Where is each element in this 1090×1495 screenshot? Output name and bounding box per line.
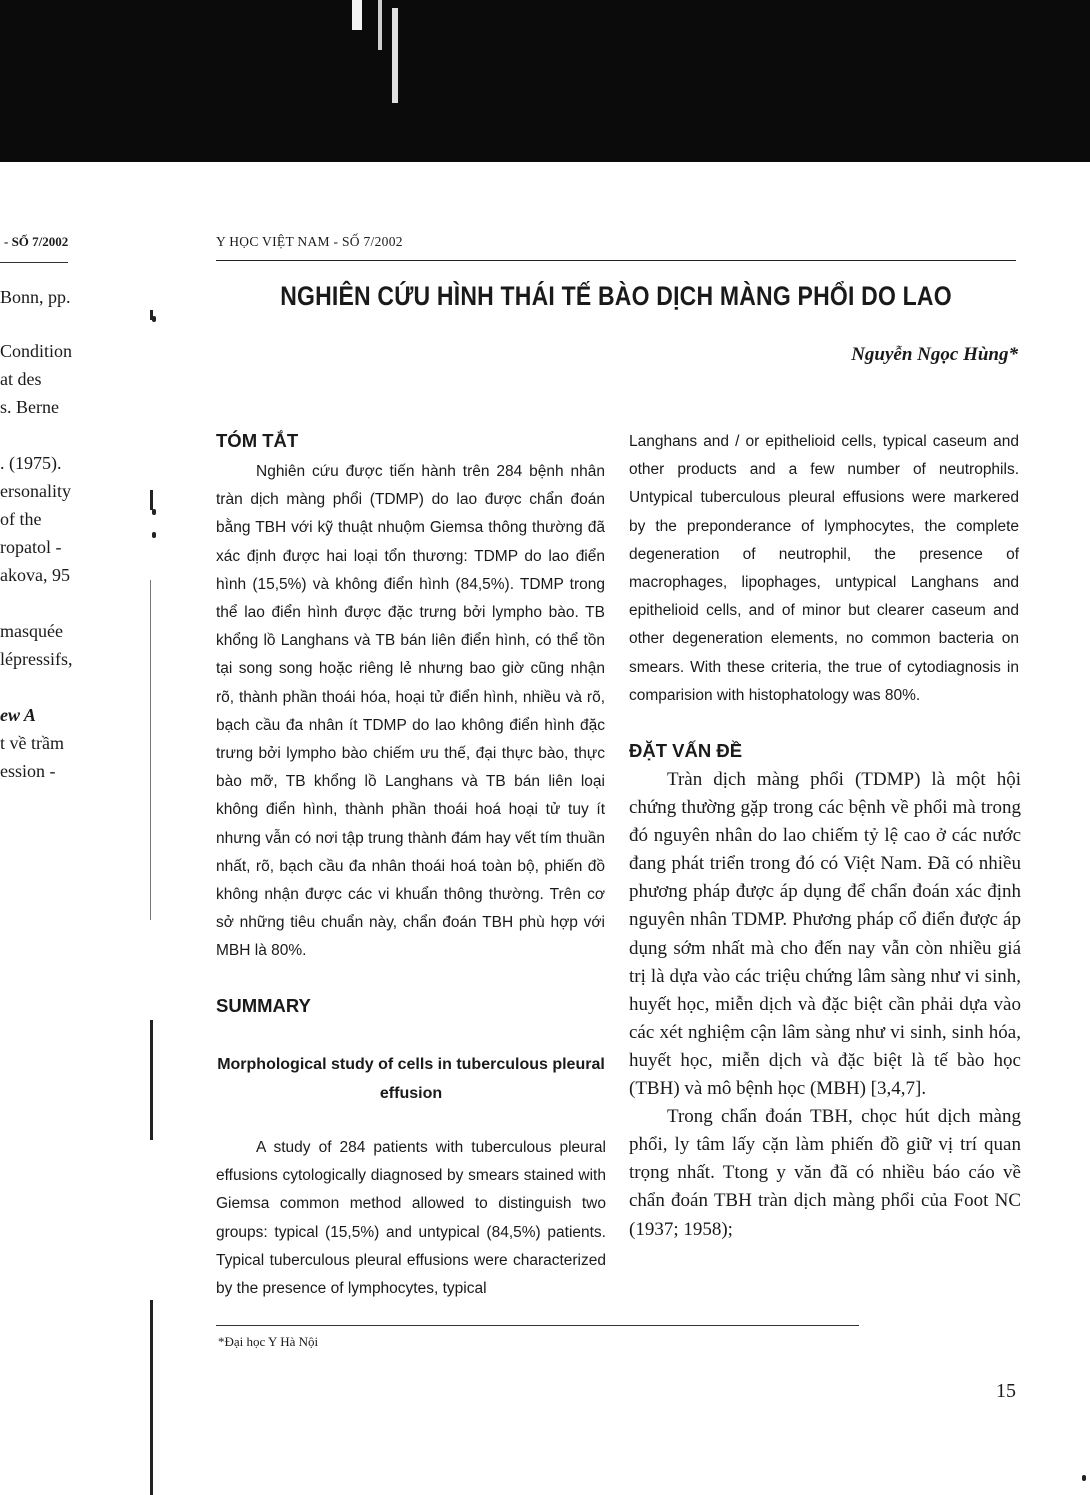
intro-body <box>629 766 1021 1244</box>
scan-dark-band <box>0 0 1090 162</box>
previous-page-line: at des <box>0 369 42 389</box>
gutter-mark <box>150 1300 153 1495</box>
intro-heading: ĐẶT VẤN ĐỀ <box>629 740 743 761</box>
previous-page-line: akova, 95 <box>0 565 70 585</box>
previous-page-line: ession - <box>0 761 56 781</box>
previous-page-line: masquée <box>0 621 63 641</box>
summary-en-subtitle: Morphological study of cells in tuberculous pleural effusion <box>217 1056 605 1102</box>
summary-en-body-left <box>216 1134 606 1303</box>
summary-en-text-left: A study of 284 patients with tuberculous pleural effusions cytologically diagnosed by smears stained with Giemsa common method allowed to distinguish two groups: typical (15,5%) and untypical (84,5%) patients. Typical tuberculous pleural effusions were characterized by the presence of lymphocytes, typical <box>216 1139 606 1298</box>
previous-page-line: s. Berne <box>0 397 59 417</box>
scan-speck <box>152 509 156 515</box>
summary-vi-text: Nghiên cứu được tiến hành trên 284 bệnh nhân tràn dịch màng phổi (TDMP) do lao được chẩn đoán bằng TBH với kỹ thuật nhuộm Giemsa thông thường đã xác định được hai loại tổn thương: TDMP do lao điển hình (15,5%) và không điển hình (84,5%). TDMP trong thể lao điển hình được đặc trưng bởi lympho bào. TB khổng lồ Langhans và TB bán liên điển hình, có thể tồn tại song song hoặc riêng lẻ nhưng bao giờ cũng nhận rõ, thành phần thoái hóa, hoại tử điển hình, nhiều và rõ, bạch cầu đa nhân ít TDMP do lao không điển hình đặc trưng bởi lympho bào chiếm ưu thế, đại thực bào, thực bào mỡ, TB khổng lồ Langhans và TB bán liên loại không điển hình, thành phần thoái hoá hoại tử tuy ít nhưng vẫn có nơi tập trung thành đám hay vết tím thuần nhất, rõ, bạch cầu đa nhân thoái hoá toàn bộ, phiến đồ không nhận được các vi khuẩn thông thường. Trên cơ sở những tiêu chuẩn này, chẩn đoán TBH phù hợp với MBH là 80%. <box>216 463 605 960</box>
summary-vi-body <box>216 458 605 966</box>
intro-paragraph-2: Trong chẩn đoán TBH, chọc hút dịch màng phổi, ly tâm lấy cặn làm phiến đồ giữ vị trí quan trọng nhất. Ttong y văn đã có nhiều báo cáo về chẩn đoán TBH tràn dịch màng phổi của Foot NC (1937; 1958); <box>629 1106 1021 1240</box>
previous-page-rule <box>0 262 68 263</box>
previous-page-line: . (1975). <box>0 453 62 473</box>
footnote-rule <box>216 1325 859 1326</box>
author-name: Nguyễn Ngọc Hùng* <box>851 344 1018 365</box>
page-number: 15 <box>996 1380 1016 1402</box>
previous-page-line: ew A <box>0 705 36 725</box>
previous-page-line: lépressifs, <box>0 649 73 669</box>
previous-page-line: ropatol - <box>0 537 62 557</box>
summary-en-body-right <box>629 428 1019 710</box>
header-rule <box>216 260 1016 261</box>
scan-artifact <box>392 8 398 103</box>
running-head: Y HỌC VIỆT NAM - SỐ 7/2002 <box>216 234 403 249</box>
previous-page-line: ersonality <box>0 481 71 501</box>
intro-paragraph-1: Tràn dịch màng phổi (TDMP) là một hội chứng thường gặp trong các bệnh về phổi mà trong đó nguyên nhân do lao chiếm tỷ lệ cao ở các nước đang phát triển trong đó có Việt Nam. Đã có nhiều phương pháp được áp dụng để chẩn đoán xác định nguyên nhân TDMP. Phương pháp cổ điển được áp dụng sớm nhất mà cho đến nay vẫn còn nhiều giá trị là dựa vào các triệu chứng lâm sàng như vi sinh, huyết học, miễn dịch và đặc biệt cần phải dựa vào các xét nghiệm cận lâm sàng như vi sinh, sinh hóa, huyết học, miễn dịch và đặc biệt là tế bào học (TBH) và mô bệnh học (MBH) [3,4,7]. <box>629 769 1021 1100</box>
previous-page-fragment <box>0 0 140 1495</box>
previous-page-line: Bonn, pp. <box>0 287 71 307</box>
scan-speck <box>152 316 156 322</box>
previous-page-line: t về trầm <box>0 733 64 753</box>
scan-artifact <box>378 0 382 50</box>
gutter-mark <box>150 1020 153 1140</box>
previous-page-header: - SỐ 7/2002 <box>4 234 69 249</box>
gutter-mark <box>150 490 153 510</box>
scan-artifact <box>352 0 362 30</box>
scan-speck <box>1082 1475 1086 1481</box>
page-gutter <box>150 300 154 1495</box>
gutter-line <box>150 580 151 920</box>
summary-vi-heading: TÓM TẮT <box>216 430 299 451</box>
previous-page-line: of the <box>0 509 42 529</box>
previous-page-line: Condition <box>0 341 73 361</box>
summary-en-text-right: Langhans and / or epithelioid cells, typical caseum and other products and a few number of neutrophils. Untypical tuberculous pleural effusions were markered by the preponderance of lymphocytes, the complete degeneration of neutrophil, the presence of macrophages, lipophages, untypical Langhans and epithelioid cells, and of minor but clearer caseum and other degeneration elements, no common bacteria on smears. With these criteria, the true of cytodiagnosis in comparision with histophatology was 80%. <box>629 433 1019 704</box>
article-title: NGHIÊN CỨU HÌNH THÁI TẾ BÀO DỊCH MÀNG PHỔI DO LAO <box>280 280 952 311</box>
summary-en-heading: SUMMARY <box>216 995 311 1016</box>
scan-speck <box>152 532 156 538</box>
footnote: *Đại học Y Hà Nội <box>218 1334 319 1349</box>
